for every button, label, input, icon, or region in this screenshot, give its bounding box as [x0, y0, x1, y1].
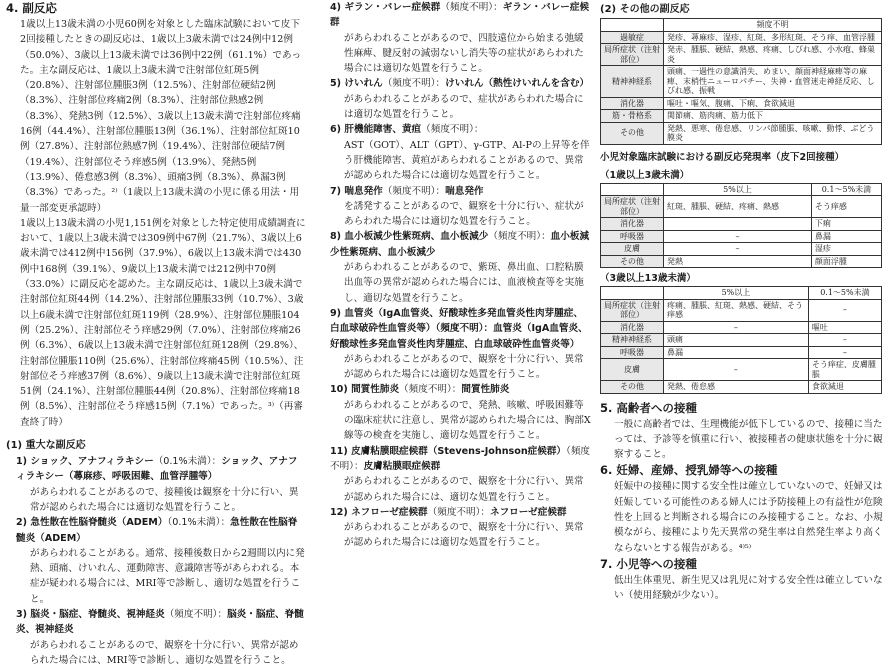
table-cell: 嘔吐	[808, 321, 881, 334]
table-header: 0.1～5%未満	[811, 183, 881, 196]
serious-item-6	[330, 122, 592, 183]
paragraph-clinical-trial: 1歳以上13歳未満の小児60例を対象とした臨床試験において皮下2回接種したときの副反応は、1歳以上3歳未満では24例中12例（50.0%）、3歳以上13歳未満では36例中22例（61.1%）であった。主な副反応は、1歳以上3歳未満で注射部位紅斑5例（20.8%）、注射部位腫脹3例（12.5%）、注射部位硬結2例（8.3%）、注射部位疼痛2例（8.3%）、注射部位熱感2例（8.3%）、発熱3例（12.5%）、3歳以上13歳未満で注射部位疼痛16例（44.4%）、注射部位腫脹13例（36.1%）、注射部位紅斑10例（27.8%）、注射部位熱感7例（19.4%）、注射部位硬結7例（19.4%）、注射部位そう痒感5例（13.9%）、発熱5例（13.9%）、倦怠感3例（8.3%）、頭痛3例（8.3%）、鼻漏3例（8.3%）であった。²⁾（1歳以上13歳未満の小児に係る用法・用量一部変更承認時）	[20, 19, 302, 214]
table-cell: –	[808, 299, 881, 321]
pediatric-table-2	[600, 286, 882, 394]
table-cell: 発熱、倦怠感	[664, 381, 809, 394]
column-3	[600, 0, 884, 603]
table-cell: 鼻漏	[811, 230, 881, 243]
table-cell: 発熱、悪寒、倦怠感、リンパ節腫脹、咳嗽、動悸、ぶどう膜炎	[664, 122, 882, 144]
serious-item-2	[16, 515, 306, 607]
table-cell: 関節痛、筋肉痛、筋力低下	[664, 110, 882, 123]
table-caption-age-1: （1歳以上3歳未満）	[600, 169, 690, 181]
serious-item-4	[330, 0, 592, 76]
subheading-other: (2) その他の副反応	[600, 4, 690, 15]
table-cell: –	[808, 334, 881, 347]
table-header	[601, 183, 664, 196]
item-label: 4) ギラン・バレー症候群	[330, 2, 441, 13]
section-heading-pregnancy: 6. 妊婦、産婦、授乳婦等への接種	[600, 463, 778, 478]
table-cell: 消化器	[601, 97, 664, 110]
column-2	[320, 0, 592, 551]
table-cell: 食欲減退	[808, 381, 881, 394]
item-label: 11) 皮膚粘膜眼症候群（Stevens-Johnson症候群）	[330, 445, 567, 457]
table-header	[601, 287, 664, 300]
section-heading-elderly: 5. 高齢者への接種	[600, 400, 697, 415]
table-cell: –	[664, 230, 812, 243]
item-frequency: （頻度不明）：	[440, 2, 503, 13]
item-frequency: （頻度不明）：	[427, 506, 490, 518]
table-cell: 嘔吐・嘔気、腹痛、下痢、食欲減退	[664, 97, 882, 110]
item-label: 7) 喘息発作	[330, 185, 383, 197]
item-text: があらわれることがあるので、四肢遠位から始まる弛緩性麻痺、腱反射の減弱ないし消失等の症状があらわれた場合には適切な処置を行うこと。	[344, 32, 584, 75]
paragraph-elderly: 一般に高齢者では、生理機能が低下しているので、接種に当たっては、予診等を慎重に行い、被接種者の健康状態を十分に観察すること。	[614, 418, 883, 461]
item-label: 6) 肝機能障害、黄疸	[330, 124, 422, 136]
serious-item-11	[330, 444, 592, 505]
item-frequency: （頻度不明）：	[382, 185, 446, 197]
item-label: 3) 脳炎・脳症、脊髄炎、視神経炎	[16, 608, 165, 620]
item-bold: ショック、アナフィラキシー（蕁麻疹、呼吸困難、血管浮腫等）	[16, 456, 298, 483]
item-text: があらわれることがあるので、発熱、咳嗽、呼吸困難等の臨床症状に注意し、異常が認められた場合には、胸部X線等の検査を実施し、適切な処置を行うこと。	[344, 399, 591, 442]
item-label: 2) 急性散在性脳脊髄炎（ADEM）	[16, 517, 168, 529]
table-cell: –	[808, 346, 881, 359]
item-bold: ギラン・バレー症候群	[330, 2, 590, 29]
table-cell: 疼痛、腫脹、紅斑、熱感、硬結、そう痒感	[664, 299, 809, 321]
item-text: があらわれることがあるので、症状があらわれた場合には適切な処置を行うこと。	[344, 93, 584, 121]
item-bold: けいれん（熱性けいれんを含む）	[445, 78, 590, 90]
item-text: があらわれることがあるので、観察を十分に行い、異常が認められた場合には適切な処置を行うこと。	[344, 353, 584, 381]
serious-item-3	[16, 607, 306, 668]
serious-item-10	[330, 382, 592, 443]
item-label: 1) ショック、アナフィラキシー	[16, 456, 154, 468]
table-cell: –	[664, 359, 809, 381]
serious-item-5	[330, 76, 592, 122]
table-cell: 湿疹	[811, 243, 881, 256]
item-bold: （IgA血管炎、好酸球性多発血管炎性肉芽腫症、白血球破砕性血管炎等）（頻度不明）：血管炎（IgA血管炎、好酸球性多発血管炎性肉芽腫症、白血球破砕性血管炎等）	[330, 307, 588, 350]
item-bold: 喘息発作	[445, 185, 484, 197]
table-cell: 頭痛、一過性の意識消失、めまい、顔面神経麻痺等の麻痺、末梢性ニューロパチー、失神・血管迷走神経反応、しびれ感、振戦	[664, 66, 882, 98]
table-cell: –	[664, 321, 809, 334]
table-cell: 局所症状（注射部位）	[601, 44, 664, 66]
table-header: 5%以上	[664, 287, 809, 300]
table-cell: 呼吸器	[601, 230, 664, 243]
item-label: 8) 血小板減少性紫斑病、血小板減少	[330, 231, 489, 243]
item-frequency: （0.1%未満）：	[167, 517, 231, 529]
table-cell: 精神神経系	[601, 66, 664, 98]
item-bold: 急性散在性脳脊髄炎（ADEM）	[16, 517, 298, 544]
table-cell: 下痢	[811, 218, 881, 231]
item-frequency: （頻度不明）：	[164, 608, 228, 620]
item-frequency: （0.1%未満）：	[153, 456, 222, 468]
table-caption: 小児対象臨床試験における副反応発現率（皮下2回接種）	[600, 151, 845, 163]
table-header: 頻度不明	[664, 19, 882, 32]
table-cell: 局所症状（注射部位）	[601, 299, 664, 321]
other-adverse-table	[600, 18, 882, 145]
serious-item-8	[330, 229, 592, 305]
item-frequency: （頻度不明）：	[330, 445, 591, 472]
table-cell: そう痒感	[811, 196, 881, 218]
item-text: があらわれることがある。通常、接種後数日から2週間以内に発熱、頭痛、けいれん、運動障害、意識障害等があらわれる。本症が疑われる場合には、MRI等で診断し、適切な処置を行うこと。	[30, 547, 305, 605]
serious-item-9	[330, 306, 592, 382]
item-text: を誘発することがあるので、観察を十分に行い、症状があらわれた場合には適切な処置を行うこと。	[344, 200, 584, 228]
paragraph-pregnancy: 妊娠中の接種に関する安全性は確立していないので、妊婦又は妊娠している可能性のある婦人には予防接種上の有益性が危険性を上回ると判断される場合にのみ接種すること。なお、小規模ながら、接種により先天異常の発生率は自然発生率より高くならないとする報告がある。⁴⁾⁵⁾	[614, 481, 883, 554]
paragraph-surveillance: 1歳以上13歳未満の小児1,151例を対象とした特定使用成績調査において、1歳以上3歳未満では309例中67例（21.7%）、3歳以上6歳未満では412例中156例（37.9%）、6歳以上13歳未満では430例中168例（39.1%）、9歳以上13歳未満では212例中70例（33.0%）に副反応を認めた。主な副反応は、1歳以上3歳未満で注射部位紅斑44例（14.2%）、注射部位腫脹33例（10.7%）、3歳以上6歳未満で注射部位紅斑119例（28.9%）、注射部位腫脹104例（25.2%）、注射部位そう痒感29例（7.0%）、注射部位疼痛26例（6.3%）、6歳以上13歳未満で注射部位紅斑128例（29.8%）、注射部位腫脹110例（25.6%）、注射部位疼痛45例（10.5%）、注射部位そう痒感37例（8.6%）、9歳以上13歳未満で注射部位紅斑51例（24.1%）、注射部位腫脹44例（20.8%）、注射部位疼痛18例（8.5%）、注射部位そう痒感15例（7.1%）であった。³⁾（再審査終了時）	[20, 217, 306, 428]
table-cell: 紅斑、腫脹、硬結、疼痛、熱感	[664, 196, 812, 218]
item-bold: 間質性肺炎	[461, 384, 510, 396]
item-text: があらわれることがあるので、観察を十分に行い、異常が認められた場合には、適切な処置を行うこと。	[344, 476, 584, 503]
item-label: 12) ネフローゼ症候群	[330, 506, 428, 518]
table-cell: 顔面浮腫	[811, 255, 881, 268]
table-cell: その他	[601, 122, 664, 144]
table-cell: –	[664, 243, 812, 256]
table-cell: 皮膚	[601, 359, 664, 381]
table-cell: 精神神経系	[601, 334, 664, 347]
item-bold: 脳炎・脳症、脊髄炎、視神経炎	[16, 608, 304, 636]
item-text: があらわれることがあるので、観察を十分に行い、異常が認められた場合には、MRI等で診断し、適切な処置を行うこと。	[30, 639, 299, 666]
item-text: があらわれることがあるので、観察を十分に行い、異常が認められた場合には適切な処置を行うこと。	[344, 522, 584, 549]
table-caption-age-2: （3歳以上13歳未満）	[600, 273, 696, 284]
table-cell: その他	[601, 255, 664, 268]
table-cell: 筋・骨格系	[601, 110, 664, 123]
table-cell: 鼻漏	[664, 346, 809, 359]
table-cell: 過敏症	[601, 31, 664, 44]
table-cell: 発熱	[664, 255, 812, 268]
item-label: 10) 間質性肺炎	[330, 384, 400, 396]
table-cell: その他	[601, 381, 664, 394]
item-text: AST（GOT）、ALT（GPT）、γ-GTP、Al-Pの上昇等を伴う肝機能障害、黄疸があらわれることがあるので、異常が認められた場合には適切な処置を行うこと。	[344, 139, 590, 182]
table-cell	[664, 218, 812, 231]
table-cell: 局所症状（注射部位）	[601, 196, 664, 218]
table-cell: 皮膚	[601, 243, 664, 256]
table-cell: そう痒症、皮膚腫脹	[808, 359, 881, 381]
paragraph-children: 低出生体重児、新生児又は乳児に対する安全性は確立していない（使用経験が少ない）。	[614, 574, 883, 602]
item-text: があらわれることがあるので、紫斑、鼻出血、口腔粘膜出血等の異常が認められた場合には、血液検査等を実施し、適切な処置を行うこと。	[344, 262, 584, 304]
item-bold: 皮膚粘膜眼症候群	[363, 460, 441, 472]
table-cell: 発赤、腫脹、硬結、熱感、疼痛、しびれ感、小水疱、蜂巣炎	[664, 44, 882, 66]
serious-item-7	[330, 184, 592, 230]
item-frequency: （頻度不明）：	[399, 384, 462, 396]
table-cell: 呼吸器	[601, 346, 664, 359]
item-bold: 血小板減少性紫斑病、血小板減少	[330, 231, 590, 258]
section-heading-children: 7. 小児等への接種	[600, 556, 697, 571]
table-cell: 消化器	[601, 218, 664, 231]
item-text: があらわれることがあるので、接種後は観察を十分に行い、異常が認められた場合には適切な処置を行うこと。	[30, 486, 299, 513]
item-frequency: （頻度不明）：	[421, 124, 484, 136]
item-label: 5) けいれん	[330, 78, 383, 90]
table-header: 5%以上	[664, 183, 812, 196]
serious-item-1	[16, 454, 306, 515]
item-frequency: （頻度不明）：	[382, 78, 446, 90]
table-cell: 消化器	[601, 321, 664, 334]
column-1	[6, 0, 306, 668]
item-frequency: （頻度不明）：	[488, 231, 551, 243]
table-header: 0.1～5%未満	[808, 287, 881, 300]
section-heading-adverse: 4. 副反応	[6, 1, 57, 15]
item-label: 9) 血管炎	[330, 307, 374, 319]
table-cell: 発疹、蕁麻疹、湿疹、紅斑、多形紅斑、そう痒、血管浮腫	[664, 31, 882, 44]
pediatric-table-1	[600, 183, 882, 269]
item-bold: ネフローゼ症候群	[490, 506, 567, 518]
table-cell: 頭痛	[664, 334, 809, 347]
serious-item-12	[330, 505, 592, 551]
subheading-serious: (1) 重大な副反応	[6, 440, 86, 452]
